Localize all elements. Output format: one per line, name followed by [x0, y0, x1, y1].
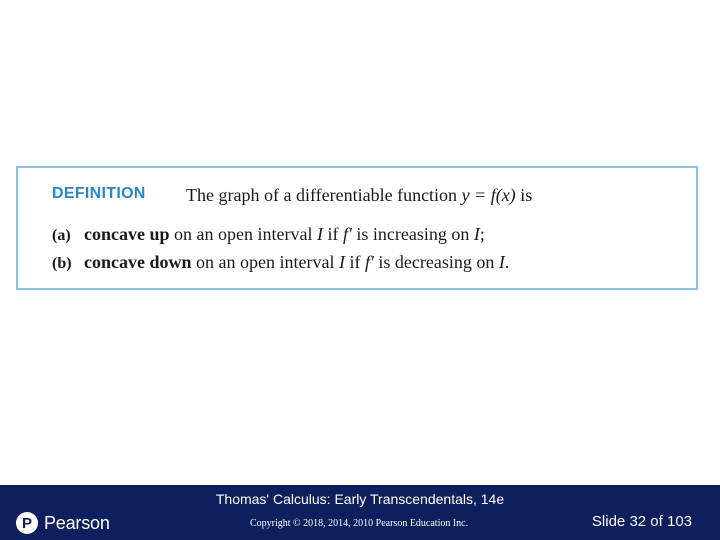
pearson-logo-icon: P — [16, 512, 38, 534]
slide-number: Slide 32 of 103 — [591, 513, 692, 530]
item-var: f′ — [342, 224, 352, 244]
definition-intro — [186, 185, 532, 206]
intro-end: is — [515, 185, 533, 205]
intro-math: y = f(x) — [461, 185, 516, 205]
slide-footer — [0, 485, 720, 540]
copyright-text: Copyright © 2018, 2014, 2010 Pearson Education Inc. — [250, 518, 469, 529]
item-term: concave down — [84, 252, 192, 272]
item-var: I — [498, 252, 505, 272]
item-text: is decreasing on — [373, 252, 499, 272]
item-text: if — [322, 224, 343, 244]
item-var: I — [473, 224, 480, 244]
definition-item-a — [52, 224, 485, 245]
definition-label: DEFINITION — [52, 185, 146, 202]
intro-text: The graph of a differentiable function — [186, 185, 462, 205]
book-title: Thomas' Calculus: Early Transcendentals, 14e — [215, 491, 505, 507]
item-text: if — [344, 252, 365, 272]
definition-item-b — [52, 252, 509, 273]
item-var: I — [338, 252, 345, 272]
item-var: I — [316, 224, 323, 244]
pearson-logo — [16, 511, 110, 535]
item-text: on an open interval — [191, 252, 339, 272]
item-text: is increasing on — [351, 224, 474, 244]
item-marker: (b) — [52, 255, 72, 272]
pearson-logo-text: Pearson — [44, 512, 110, 533]
item-text: . — [504, 252, 510, 272]
item-marker: (a) — [52, 227, 71, 244]
item-text: on an open interval — [169, 224, 317, 244]
item-term: concave up — [84, 224, 170, 244]
item-var: f′ — [364, 252, 374, 272]
item-text: ; — [479, 224, 485, 244]
definition-box — [16, 166, 698, 290]
